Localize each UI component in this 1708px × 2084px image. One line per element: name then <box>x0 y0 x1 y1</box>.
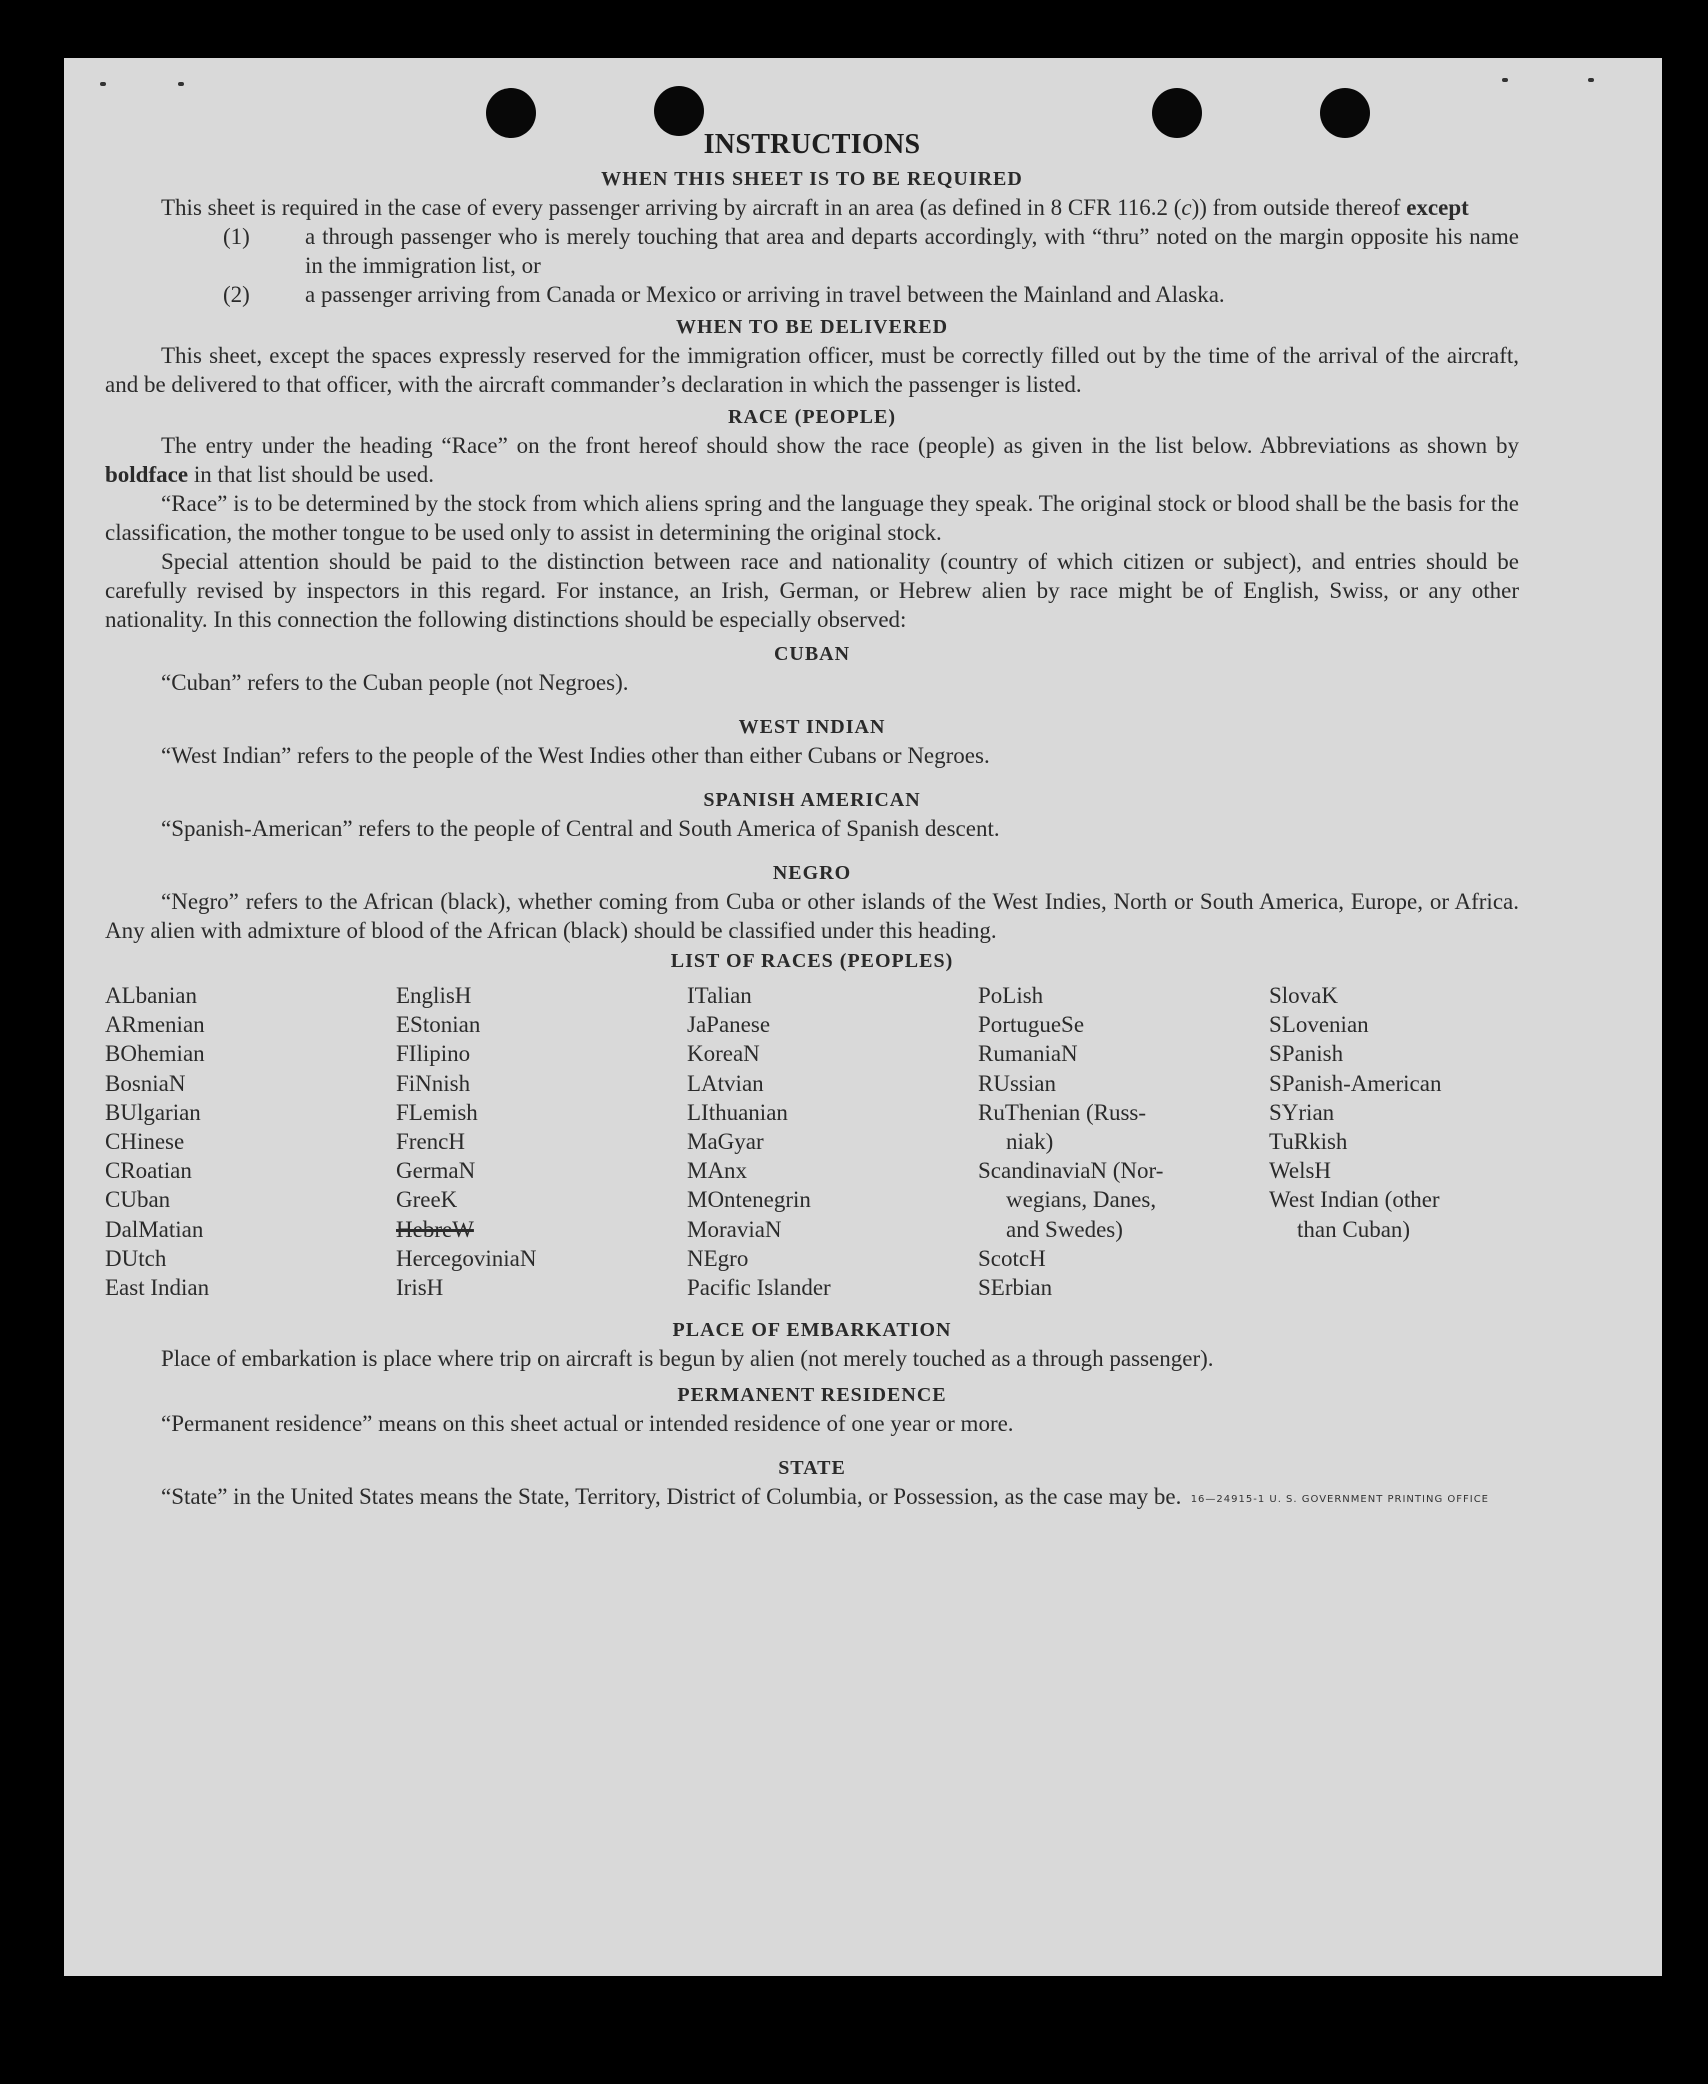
race-entry: WelsH <box>1269 1158 1332 1184</box>
embarkation-text: Place of embarkation is place where trip on aircraft is begun by alien (not merely touched as a through passenger). <box>161 1346 1214 1372</box>
race-entry: FLemish <box>396 1099 478 1125</box>
heading-list-of-races: LIST OF RACES (PEOPLES) <box>670 950 954 972</box>
heading-spanish-american: SPANISH AMERICAN <box>703 789 921 811</box>
race-entry: MOntenegrin <box>687 1187 811 1213</box>
race-entry: PoLish <box>978 983 1044 1008</box>
races-column-1 <box>105 981 395 1302</box>
residence-text: “Permanent residence” means on this sheet actual or intended residence of one year or more. <box>161 1411 1014 1437</box>
race-entry-continued: than Cuban) <box>1297 1216 1411 1242</box>
heading-cuban: CUBAN <box>773 643 851 665</box>
race-entry: BosniaN <box>105 1070 186 1096</box>
race-entry: TuRkish <box>1269 1129 1348 1155</box>
race-entry: MAnx <box>687 1158 748 1184</box>
race-entry: CHinese <box>105 1129 185 1155</box>
race-entry: EStonian <box>396 1012 481 1038</box>
race-entry-struck: HebreW <box>396 1216 474 1242</box>
state-text: “State” in the United States means the State, Territory, District of Columbia, or Possession, as the case may be. <box>161 1484 1182 1510</box>
race-entry: ITalian <box>687 983 752 1008</box>
race-entry: HercegoviniaN <box>396 1245 537 1271</box>
exception-item: (1) a through passenger who is merely touching that area and departs accordingly, with “thru” noted on the margin opposite his name in the immigration list, or <box>223 224 1519 278</box>
negro-text: “Negro” refers to the African (black), whether coming from Cuba or other islands of the West Indies, North or South America, Europe, or Africa. Any alien with admixture of blood of the African (black) should be classified under this heading. <box>105 889 1519 943</box>
race-entry: RumaniaN <box>978 1041 1078 1067</box>
race-entry: SErbian <box>978 1275 1053 1301</box>
spanish-american-text: “Spanish-American” refers to the people of Central and South America of Spanish descent. <box>161 816 1000 841</box>
races-column-3 <box>687 981 977 1302</box>
heading-state: STATE <box>778 1457 846 1480</box>
west-indian-text: “West Indian” refers to the people of the West Indies other than either Cubans or Negroes. <box>161 743 990 768</box>
race-entry: LAtvian <box>687 1070 764 1096</box>
heading-negro: NEGRO <box>772 862 852 884</box>
speck-mark <box>1502 78 1508 82</box>
race-entry: NEgro <box>687 1245 749 1271</box>
race-entry: BOhemian <box>105 1041 205 1067</box>
race-entry: FIlipino <box>396 1041 471 1067</box>
race-entry: KoreaN <box>687 1041 760 1067</box>
race-entry-continued: wegians, Danes, <box>1006 1187 1157 1213</box>
race-paragraph-1: The entry under the heading “Race” on the front hereof should show the race (people) as given in the list below. Abbreviations as shown by boldface in that list should be used. <box>105 433 1519 487</box>
heading-west-indian: WEST INDIAN <box>738 716 886 738</box>
cuban-text: “Cuban” refers to the Cuban people (not Negroes). <box>161 670 629 695</box>
race-entry: DUtch <box>105 1245 167 1271</box>
race-entry: IrisH <box>396 1275 444 1301</box>
speck-mark <box>100 82 106 86</box>
race-entry: SPanish-American <box>1269 1070 1442 1096</box>
race-entry: RUssian <box>978 1070 1056 1096</box>
speck-mark <box>1588 78 1594 82</box>
race-entry: SLovenian <box>1269 1012 1369 1038</box>
races-column-5 <box>1269 981 1519 1302</box>
race-entry: West Indian (other <box>1269 1187 1440 1213</box>
state-section <box>105 1482 1519 1511</box>
when-delivered-text: This sheet, except the spaces expressly reserved for the immigration officer, must be correctly filled out by the time of the arrival of the aircraft, and be delivered to that officer, with the aircraft commander’s declaration in which the passenger is listed. <box>105 343 1519 397</box>
race-entry: CUban <box>105 1187 171 1213</box>
document-content <box>105 127 1519 1511</box>
race-entry: GermaN <box>396 1158 476 1184</box>
race-entry: GreeK <box>396 1187 458 1213</box>
heading-race: RACE (PEOPLE) <box>728 406 896 428</box>
race-paragraph-3: Special attention should be paid to the distinction between race and nationality (country of which citizen or subject), and entries should be carefully revised by inspectors in this regard. For instance, an Irish, German, or Hebrew alien by race might be of English, Swiss, or any other nationality. In this connection the following distinctions should be especially observed: <box>105 549 1519 632</box>
speck-mark <box>178 82 184 86</box>
race-entry: FrencH <box>396 1129 465 1155</box>
races-table <box>105 981 1519 1302</box>
race-entry: EnglisH <box>396 983 472 1008</box>
race-entry: SPanish <box>1269 1041 1344 1067</box>
race-entry: DalMatian <box>105 1216 204 1242</box>
race-entry: MaGyar <box>687 1129 764 1155</box>
form-code: 16—24915-1 U. S. GOVERNMENT PRINTING OFFICE <box>1190 1494 1489 1506</box>
exception-item: (2) a passenger arriving from Canada or Mexico or arriving in travel between the Mainland and Alaska. <box>223 282 1225 307</box>
race-entry-continued: and Swedes) <box>1006 1216 1123 1242</box>
race-entry: ScotcH <box>978 1245 1046 1271</box>
exceptions-list <box>105 222 1519 309</box>
race-entry: ALbanian <box>105 983 197 1008</box>
race-entry: ARmenian <box>105 1012 205 1038</box>
races-column-2 <box>396 981 686 1302</box>
race-entry: FiNnish <box>396 1070 471 1096</box>
race-entry: JaPanese <box>687 1012 771 1038</box>
heading-permanent-residence: PERMANENT RESIDENCE <box>677 1384 947 1407</box>
race-entry: MoraviaN <box>687 1216 782 1242</box>
heading-when-required: WHEN THIS SHEET IS TO BE REQUIRED <box>601 168 1023 190</box>
race-entry: BUlgarian <box>105 1099 201 1125</box>
race-entry: SYrian <box>1269 1099 1335 1125</box>
race-entry: SlovaK <box>1269 983 1338 1008</box>
heading-embarkation: PLACE OF EMBARKATION <box>672 1319 952 1342</box>
race-entry: Pacific Islander <box>687 1275 831 1301</box>
race-entry: PortugueSe <box>978 1012 1085 1038</box>
race-entry: RuThenian (Russ- <box>978 1099 1147 1125</box>
when-required-intro: This sheet is required in the case of every passenger arriving by aircraft in an area (as defined in 8 CFR 116.2 (c)) from outside thereof except <box>161 195 1469 220</box>
race-entry: LIthuanian <box>687 1099 788 1125</box>
race-entry-continued: niak) <box>1006 1129 1054 1155</box>
race-entry: CRoatian <box>105 1158 192 1184</box>
document-title: INSTRUCTIONS <box>703 129 921 160</box>
race-entry: ScandinaviaN (Nor- <box>978 1158 1164 1184</box>
races-column-4 <box>978 981 1268 1302</box>
race-entry: East Indian <box>105 1275 210 1301</box>
race-paragraph-2: “Race” is to be determined by the stock from which aliens spring and the language they speak. The original stock or blood shall be the basis for the classification, the mother tongue to be used only to assist in determining the original stock. <box>105 491 1519 545</box>
heading-when-delivered: WHEN TO BE DELIVERED <box>675 316 949 338</box>
